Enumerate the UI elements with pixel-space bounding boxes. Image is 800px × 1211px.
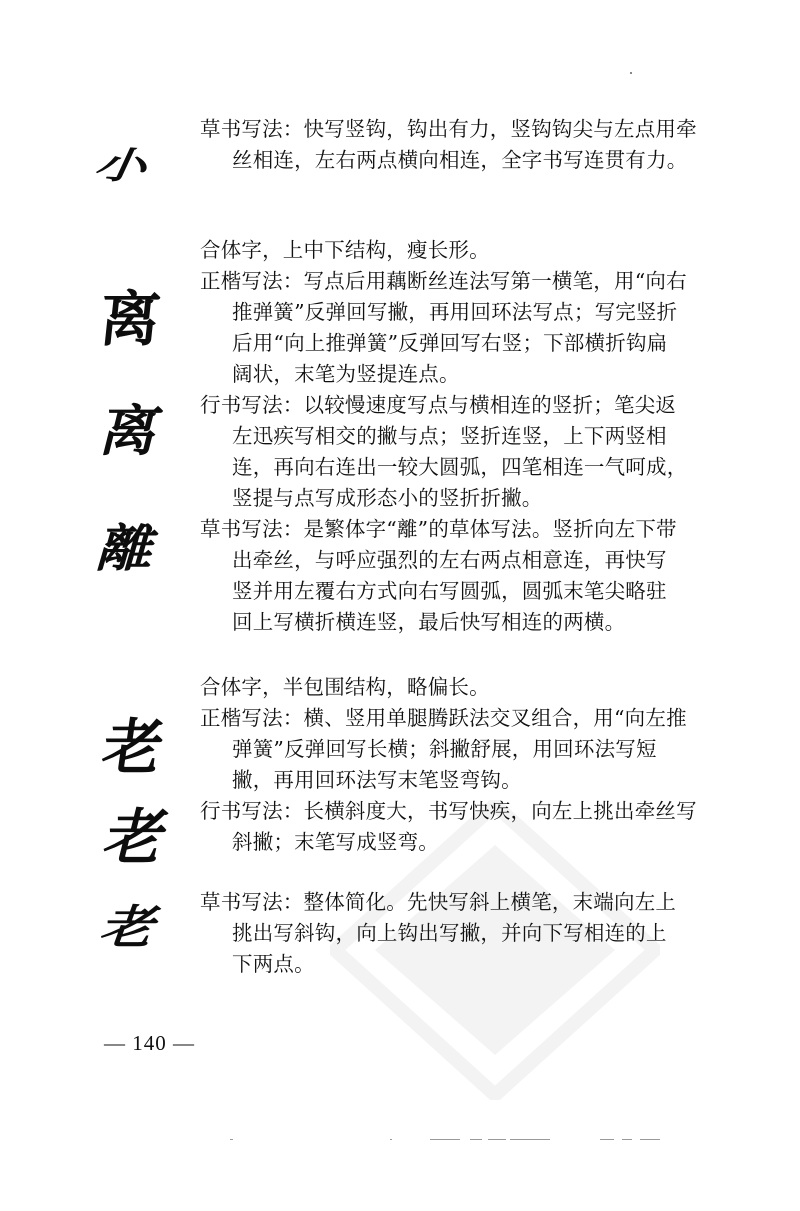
text-line: 行书写法：以较慢速度写点与横相连的竖折；笔尖返 (200, 393, 677, 417)
text-line: 连，再向右连出一较大圆弧，四笔相连一气呵成， (232, 455, 688, 479)
text-line: 斜撇；末笔写成竖弯。 (232, 830, 439, 854)
text-line: 左迅疾写相交的撇与点；竖折连竖，上下两竖相 (232, 424, 667, 448)
text-line: 弹簧”反弹回写长横；斜撇舒展，用回环法写短 (232, 737, 657, 761)
text-line: 丝相连，左右两点横向相连，全字书写连贯有力。 (232, 148, 688, 172)
text-line: 回上写横折横连竖，最后快写相连的两横。 (232, 610, 626, 634)
text-line: 推弹簧”反弹回写撇，再用回环法写点；写完竖折 (232, 300, 678, 324)
scan-speck (630, 72, 632, 74)
text-line: 正楷写法：写点后用藕断丝连法写第一横笔，用“向右 (200, 269, 687, 293)
calligraphy-lao-cursive: 老 (94, 899, 168, 955)
text-line: 阔状，末笔为竖提连点。 (232, 362, 460, 386)
scan-artifact-dots (230, 1137, 680, 1143)
calligraphy-li-running: 离 (93, 398, 169, 464)
text-line: 合体字，半包围结构，略偏长。 (200, 675, 490, 699)
text-line: 草书写法：快写竖钩，钩出有力，竖钩钩尖与左点用牵 (200, 117, 697, 141)
text-line: 竖并用左覆右方式向右写圆弧，圆弧末笔尖略驻 (232, 579, 667, 603)
text-line: 下两点。 (232, 952, 315, 976)
text-line: 撇，再用回环法写末笔竖弯钩。 (232, 768, 522, 792)
calligraphy-xiao-cursive: 小 (88, 144, 161, 187)
text-line: 出牵丝，与呼应强烈的左右两点相意连，再快写 (232, 548, 667, 572)
calligraphy-li-regular: 离 (96, 285, 164, 355)
calligraphy-lao-running: 老 (97, 803, 175, 873)
text-line: 正楷写法：横、竖用单腿腾跃法交叉组合，用“向左推 (200, 706, 687, 730)
text-line: 合体字，上中下结构，瘦长形。 (200, 238, 490, 262)
section-lao (200, 672, 700, 980)
calligraphy-li-cursive: 離 (91, 519, 165, 579)
section-li (200, 235, 700, 638)
page-number: — 140 — (104, 1031, 195, 1055)
text-line: 行书写法：长横斜度大，书写快疾，向左上挑出牵丝写 (200, 799, 697, 823)
text-line: 竖提与点写成形态小的竖折折撇。 (232, 486, 543, 510)
section-xiao (200, 114, 700, 176)
text-line: 草书写法：是繁体字“離”的草体写法。竖折向左下带 (200, 517, 677, 541)
text-line: 挑出写斜钩，向上钩出写撇，并向下写相连的上 (232, 921, 667, 945)
text-line: 后用“向上推弹簧”反弹回写右竖；下部横折钩扁 (232, 331, 668, 355)
text-line: 草书写法：整体简化。先快写斜上横笔，末端向左上 (200, 890, 677, 914)
calligraphy-lao-regular: 老 (98, 713, 168, 783)
